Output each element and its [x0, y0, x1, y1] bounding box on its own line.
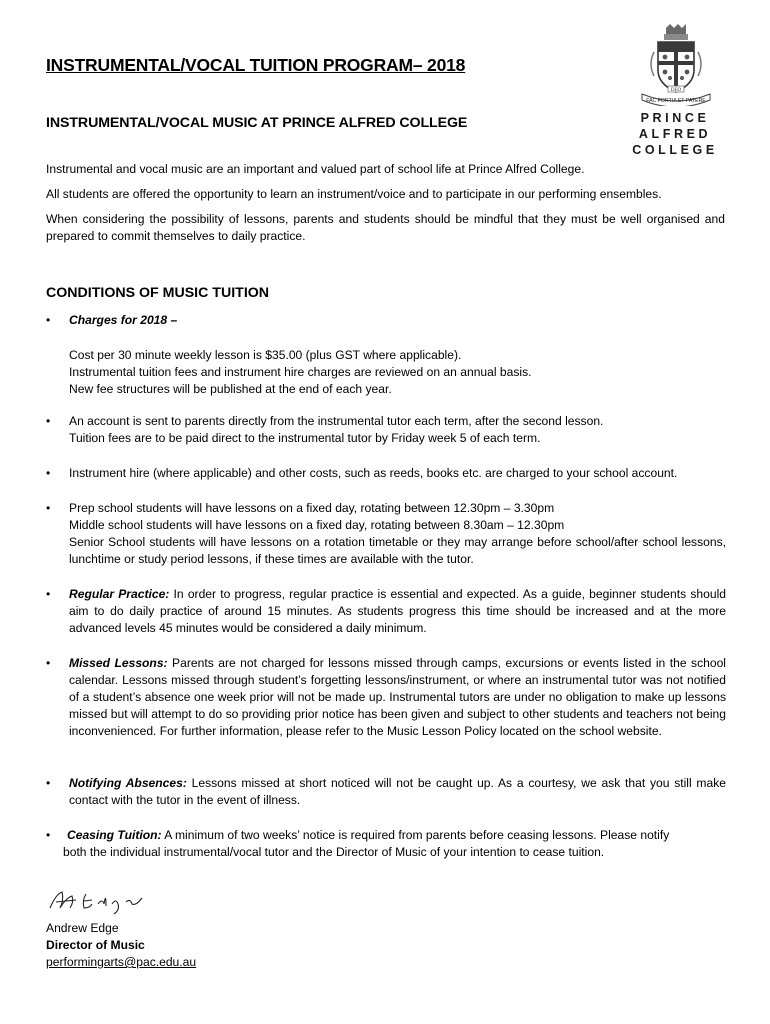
ceasing-label: Ceasing Tuition: — [67, 828, 162, 842]
schedule-line: Middle school students will have lessons on a fixed day, rotating between 8.30am – 12.30pm — [69, 518, 565, 532]
svg-text:DEO: DEO — [670, 88, 682, 93]
college-name-line: COLLEGE — [632, 143, 718, 157]
condition-schedule — [46, 500, 726, 568]
missed-text: Parents are not charged for lessons missed through camps, excursions or events listed in the school calendar. Lessons missed through student’s forgetting lessons/instrument, or where an instrumental tutor was not notified of a student’s absence one week prior will not be made up. Instrumental tutors are under no obligation to make up lessons missed but will attempt to do so providing prior notice has been given and subject to other students and teachers not being inconvenienced. For further information, please refer to the Music Lesson Policy located on the school website. — [69, 656, 726, 738]
condition-ceasing — [46, 827, 726, 861]
bullet-icon: • — [46, 501, 51, 515]
practice-label: Regular Practice: — [69, 587, 170, 601]
college-name — [625, 110, 725, 158]
bullet-icon: • — [46, 587, 51, 601]
bullet-icon: • — [46, 466, 51, 480]
college-name-line: PRINCE — [640, 111, 710, 125]
email-link[interactable]: performingarts@pac.edu.au — [46, 955, 197, 969]
signatory-name: Andrew Edge — [46, 921, 119, 935]
account-line: Tuition fees are to be paid direct to the instrumental tutor by Friday week 5 of each term. — [69, 431, 541, 445]
charges-label: Charges for 2018 – — [69, 313, 178, 327]
intro-paragraph: All students are offered the opportunity to learn an instrument/voice and to participate in our performing ensembles. — [46, 187, 662, 201]
absences-text: Lessons missed at short noticed will not be caught up. As a courtesy, we ask that you still make contact with the tutor in the event of illness. — [69, 776, 726, 807]
schedule-line: Prep school students will have lessons on a fixed day, rotating between 12.30pm – 3.30pm — [69, 501, 555, 515]
svg-text:FAC FORTIA ET PATERE: FAC FORTIA ET PATERE — [646, 98, 706, 104]
missed-label: Missed Lessons: — [69, 656, 168, 670]
bullet-icon: • — [46, 828, 51, 842]
conditions-heading: CONDITIONS OF MUSIC TUITION — [46, 285, 270, 301]
bullet-icon: • — [46, 656, 51, 670]
charges-line: Cost per 30 minute weekly lesson is $35.00 (plus GST where applicable). — [69, 348, 462, 362]
college-crest-icon — [634, 24, 718, 106]
ceasing-text: A minimum of two weeks’ notice is required from parents before ceasing lessons. Please notify — [161, 828, 670, 842]
signatory-role: Director of Music — [46, 938, 145, 952]
document-title: INSTRUMENTAL/VOCAL TUITION PROGRAM– 2018 — [46, 55, 466, 75]
condition-hire — [46, 465, 726, 482]
condition-account — [46, 413, 726, 447]
schedule-line: Senior School students will have lessons on a rotation timetable or they may arrange before school/after school lessons, lunchtime or study period lessons, if these times are available with the tutor. — [69, 535, 726, 566]
charges-line: New fee structures will be published at the end of each year. — [69, 382, 392, 396]
signature-block — [46, 886, 197, 969]
college-logo — [615, 24, 735, 164]
practice-text: In order to progress, regular practice is essential and expected. As a guide, beginner students should aim to do daily practice of around 15 minutes. As students progress this time should be increased and at the more advanced levels 45 minutes would be considered a daily minimum. — [69, 587, 727, 635]
account-line: An account is sent to parents directly from the instrumental tutor each term, after the second lesson. — [69, 414, 604, 428]
intro-paragraph: When considering the possibility of lessons, parents and students should be mindful that they must be well organised and prepared to commit themselves to daily practice. — [46, 212, 725, 243]
signature-image — [46, 886, 156, 916]
charges-line: Instrumental tuition fees and instrument hire charges are reviewed on an annual basis. — [69, 365, 532, 379]
ceasing-text-2: both the individual instrumental/vocal tutor and the Director of Music of your intention to cease tuition. — [63, 845, 605, 859]
condition-charges — [46, 312, 726, 398]
condition-absences — [46, 775, 726, 809]
bullet-icon: • — [46, 313, 51, 327]
condition-missed — [46, 655, 726, 740]
intro-paragraph: Instrumental and vocal music are an important and valued part of school life at Prince Alfred College. — [46, 162, 585, 176]
condition-practice — [46, 586, 726, 637]
absences-label: Notifying Absences: — [69, 776, 187, 790]
section-subtitle: INSTRUMENTAL/VOCAL MUSIC AT PRINCE ALFRED COLLEGE — [46, 115, 468, 131]
intro-paragraphs — [46, 161, 725, 253]
hire-text: Instrument hire (where applicable) and other costs, such as reeds, books etc. are charged to your school account. — [69, 466, 678, 480]
college-name-line: ALFRED — [638, 127, 712, 141]
bullet-icon: • — [46, 414, 51, 428]
bullet-icon: • — [46, 776, 51, 790]
